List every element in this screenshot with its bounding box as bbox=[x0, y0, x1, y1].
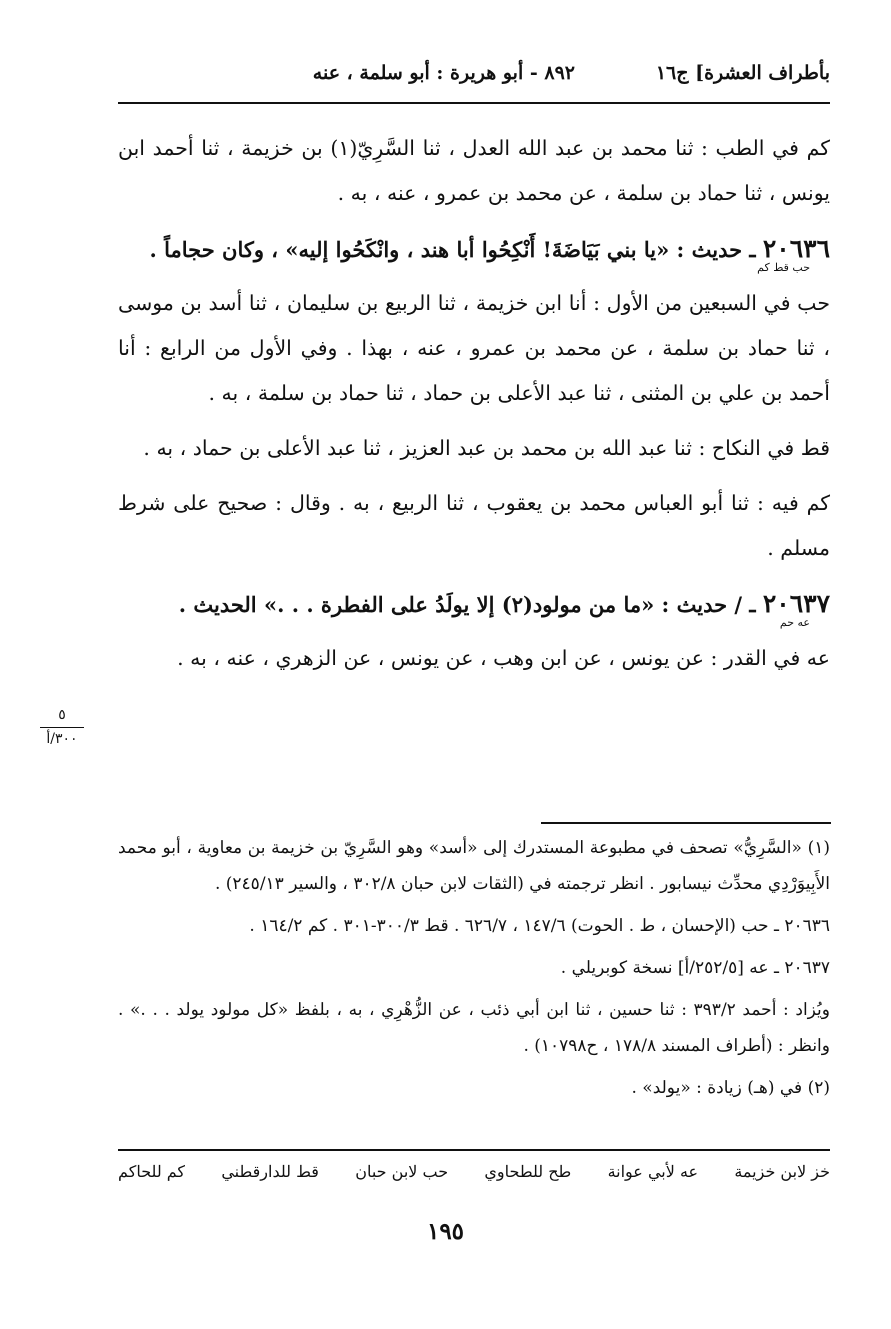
hadith-label: ـ حديث : bbox=[669, 237, 763, 262]
paragraph-kam-tibb: كم في الطب : ثنا محمد بن عبد الله العدل ، ثنا السَّرِيّ(١) بن خزيمة ، ثنا أحمد ابن يونس ، ثنا حماد بن سلمة ، عن محمد بن عمرو ، عنه ، به . bbox=[118, 136, 830, 205]
footnote-divider bbox=[541, 822, 831, 824]
source-codes: عه حم bbox=[779, 616, 810, 629]
hadith-number: ٢٠٦٣٦ bbox=[762, 234, 830, 263]
hadith-label: ـ / حديث : bbox=[654, 592, 763, 617]
footnote-2: (٢) في (هـ) زيادة : «يولد» . bbox=[631, 1078, 830, 1098]
paragraph-awana: عه في القدر : عن يونس ، عن ابن وهب ، عن يونس ، عن الزهري ، عنه ، به . bbox=[177, 646, 830, 670]
paragraph-hibban: حب في السبعين من الأول : أنا ابن خزيمة ، ثنا الربيع بن سليمان ، ثنا أسد بن موسى ، ثنا حماد بن سلمة ، عن محمد بن عمرو ، عنه ، بهذا . وفي الأول من الرابع : أنا أحمد بن علي بن المثنى ، ثنا عبد الأعلى بن حماد ، ثنا حماد بن سلمة ، به . bbox=[118, 291, 830, 405]
folio-ref: ٣٠٠/أ bbox=[46, 731, 78, 747]
page-number: ١٩٥ bbox=[426, 1218, 465, 1245]
hadith-number: ٢٠٦٣٧ bbox=[762, 589, 830, 618]
folio-number: ٥ bbox=[58, 707, 66, 723]
abbreviation-divider bbox=[118, 1149, 830, 1151]
footnote-source-20636: ٢٠٦٣٦ ـ حب (الإحسان ، ط . الحوت) ١٤٧/٦ ، ٦٢٦/٧ . قط ٣٠٠/٣-٣٠١ . كم ١٦٤/٢ . bbox=[249, 916, 830, 936]
source-codes: حب قط كم bbox=[757, 261, 810, 274]
abbreviation-item: حب لابن حبان bbox=[355, 1162, 449, 1181]
manuscript-folio-note bbox=[36, 705, 88, 748]
abbreviation-item: طح للطحاوي bbox=[484, 1162, 572, 1181]
hadith-20636 bbox=[118, 226, 830, 273]
main-text bbox=[118, 126, 830, 691]
running-header bbox=[118, 58, 830, 94]
footnote-additional: ويُزاد : أحمد ٣٩٣/٢ : ثنا حسين ، ثنا ابن أبي ذئب ، عن الزُّهْرِي ، به ، بلفظ «كل مولود يولد . . .» . وانظر : (أطراف المسند ١٧٨/٨ ، ح١٠٧٩٨) . bbox=[118, 1000, 830, 1056]
abbreviation-key bbox=[118, 1162, 830, 1181]
hadith-text: «يا بني بَيَاضَةَ! أَنْكِحُوا أبا هند ، وانْكَحُوا إليه» ، وكان حجاماً . bbox=[149, 237, 670, 262]
paragraph-hakim: كم فيه : ثنا أبو العباس محمد بن يعقوب ، ثنا الربيع ، به . وقال : صحيح على شرط مسلم . bbox=[118, 491, 830, 560]
hadith-text: «ما من مولود(٢) إلا يولَدُ على الفطرة . . .» الحديث . bbox=[178, 592, 655, 617]
abbreviation-item: عه لأبي عوانة bbox=[607, 1162, 699, 1181]
abbreviation-item: كم للحاكم bbox=[118, 1162, 186, 1181]
footnote-source-20637: ٢٠٦٣٧ ـ عه [٢٥٢/٥/أ] نسخة كوبريلي . bbox=[560, 958, 830, 978]
header-divider bbox=[118, 102, 830, 104]
header-book-title: بأطراف العشرة] ج١٦ bbox=[655, 62, 830, 84]
header-section: ٨٩٢ - أبو هريرة : أبو سلمة ، عنه bbox=[312, 62, 575, 84]
folio-divider bbox=[40, 727, 84, 728]
footnote-1: (١) «السَّرِيُّ» تصحف في مطبوعة المستدرك إلى «أسد» وهو السَّرِيّ بن خزيمة بن معاوية ، أبو محمد الأَبِيوَرْدِي محدِّث نيسابور . انظر ترجمته في (الثقات لابن حبان ٣٠٢/٨ ، والسير ٢٤٥/١٣) . bbox=[118, 838, 830, 894]
hadith-20637 bbox=[118, 581, 830, 628]
abbreviation-item: قط للدارقطني bbox=[221, 1162, 319, 1181]
abbreviation-item: خز لابن خزيمة bbox=[734, 1162, 830, 1181]
footnotes bbox=[118, 830, 830, 1112]
paragraph-daraqutni: قط في النكاح : ثنا عبد الله بن محمد بن عبد العزيز ، ثنا عبد الأعلى بن حماد ، به . bbox=[143, 436, 830, 460]
